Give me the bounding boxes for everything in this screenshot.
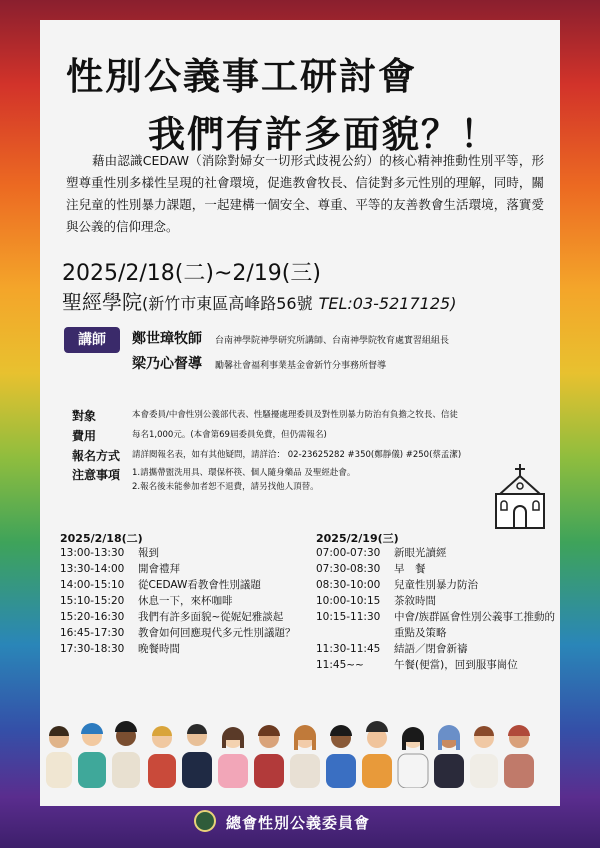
person-figure [218, 727, 248, 788]
info-label-notes: 注意事項 [72, 468, 121, 482]
schedule-activity: 報到 [138, 547, 159, 559]
person-figure [398, 727, 428, 788]
church-icon [490, 462, 550, 532]
schedule-row [60, 545, 300, 561]
schedule-row [316, 641, 556, 657]
schedule-activity: 晚餐時間 [138, 643, 180, 655]
schedule-activity: 開會禮拜 [138, 563, 180, 575]
schedule-row [60, 593, 300, 609]
schedule-time: 10:00-10:15 [316, 595, 381, 607]
info-label-audience: 對象 [72, 409, 97, 423]
day2-title: 2025/2/19(三) [316, 532, 399, 545]
person-figure [46, 726, 72, 788]
schedule-row [60, 577, 300, 593]
person-figure [290, 725, 320, 788]
schedule-row [316, 609, 556, 641]
venue-name: 聖經學院 [62, 290, 142, 314]
event-venue [62, 286, 456, 315]
schedule-time: 13:00-13:30 [60, 547, 125, 559]
info-label-fee: 費用 [72, 429, 97, 443]
schedule-activity: 教會如何回應現代多元性別議題？ [138, 627, 296, 639]
schedule-time: 07:00-07:30 [316, 547, 381, 559]
schedule-activity: 新眼光讀經 [394, 547, 447, 559]
schedule-time: 14:00-15:10 [60, 579, 125, 591]
person-figure [326, 725, 356, 788]
day2-schedule [316, 545, 556, 673]
schedule-activity: 從CEDAW看教會性別議題 [138, 579, 261, 591]
schedule-time: 11:30-11:45 [316, 643, 381, 655]
person-figure [182, 724, 212, 788]
info-text-registration: 請詳閱報名表，如有其他疑問，請詳洽： 02-23625282 #350(鄭靜儀) #250(蔡孟潔) [132, 450, 462, 460]
schedule-time: 16:45-17:30 [60, 627, 125, 639]
schedule-time: 10:15-11:30 [316, 611, 381, 623]
schedule-activity: 休息一下，來杯咖啡 [138, 595, 233, 607]
person-figure [112, 721, 140, 788]
schedule-activity: 午餐(便當)，回到服事崗位 [394, 659, 518, 671]
schedule-time: 11:45~~ [316, 659, 364, 671]
schedule-row [316, 593, 556, 609]
speaker-name: 鄭世璋牧師 [132, 331, 202, 347]
footer-organizer: 總會性別公義委員會 [226, 814, 371, 832]
page-subtitle: 我們有許多面貌？！ [148, 113, 499, 156]
person-figure [434, 725, 464, 788]
intro-paragraph: 藉由認識CEDAW（消除對婦女一切形式歧視公約）的核心精神推動性別平等，形塑尊重性別多樣性呈現的社會環境，促進教會牧長、信徒對多元性別的理解，同時，關注兒童的性別暴力課題，一起建構一個安全、尊重、平等的友善教會生活環境，落實愛與公義的信仰理念。 [66, 153, 544, 234]
speaker-name: 梁乃心督導 [132, 356, 202, 372]
person-figure [254, 725, 284, 788]
schedule-activity: 兒童性別暴力防治 [394, 579, 478, 591]
schedule-activity: 我們有許多面貌~從妮妃雅談起 [138, 611, 284, 623]
info-label-registration: 報名方式 [72, 449, 121, 463]
event-date: 2025/2/18(二)~2/19(三) [62, 261, 321, 286]
info-text-note-2: 2.報名後未能參加者恕不退費，請另找他人頂替。 [132, 482, 319, 492]
schedule-time: 07:30-08:30 [316, 563, 381, 575]
person-figure [78, 723, 106, 788]
page-title: 性別公義事工研討會 [66, 55, 417, 98]
schedule-row [316, 657, 556, 673]
schedule-activity: 早 餐 [394, 563, 426, 575]
schedule-time: 15:10-15:20 [60, 595, 125, 607]
schedule-row [60, 641, 300, 657]
schedule-row [316, 561, 556, 577]
schedule-activity: 茶敘時間 [394, 595, 436, 607]
info-text-fee: 每名1,000元。(本會第69屆委員免費，但仍需報名) [132, 430, 327, 440]
schedule-row [316, 545, 556, 561]
person-figure [470, 726, 498, 788]
committee-logo [194, 810, 216, 832]
venue-address: (新竹市東區高峰路56號 [142, 294, 313, 313]
schedule-activity: 中會/族群區會性別公義事工推動的重點及策略 [394, 611, 556, 639]
person-figure [362, 721, 392, 788]
day1-schedule [60, 545, 300, 657]
schedule-row [60, 625, 300, 641]
diverse-people-illustration [40, 702, 560, 788]
schedule-time: 17:30-18:30 [60, 643, 125, 655]
schedule-row [60, 561, 300, 577]
person-figure [504, 725, 534, 788]
schedule-time: 08:30-10:00 [316, 579, 381, 591]
schedule-row [60, 609, 300, 625]
day1-title: 2025/2/18(二) [60, 532, 143, 545]
schedule-row [316, 577, 556, 593]
venue-tel: TEL:03-5217125) [318, 294, 457, 313]
schedule-time: 13:30-14:00 [60, 563, 125, 575]
speaker-role: 台南神學院神學研究所講師、台南神學院牧育處實習組組長 [215, 336, 450, 346]
info-text-audience: 本會委員/中會性別公義部代表、性騷擾處理委員及對性別暴力防治有負擔之牧長、信徒 [132, 410, 458, 420]
speaker-role: 勵馨社會福利事業基金會新竹分事務所督導 [215, 361, 387, 371]
person-figure [148, 726, 176, 788]
info-text-note-1: 1.請攜帶盥洗用具、環保杯筷、個人隨身藥品 及聖經赴會。 [132, 468, 356, 478]
lecturer-badge: 講師 [64, 327, 120, 353]
schedule-activity: 結語／閉會新禱 [394, 643, 468, 655]
schedule-time: 15:20-16:30 [60, 611, 125, 623]
